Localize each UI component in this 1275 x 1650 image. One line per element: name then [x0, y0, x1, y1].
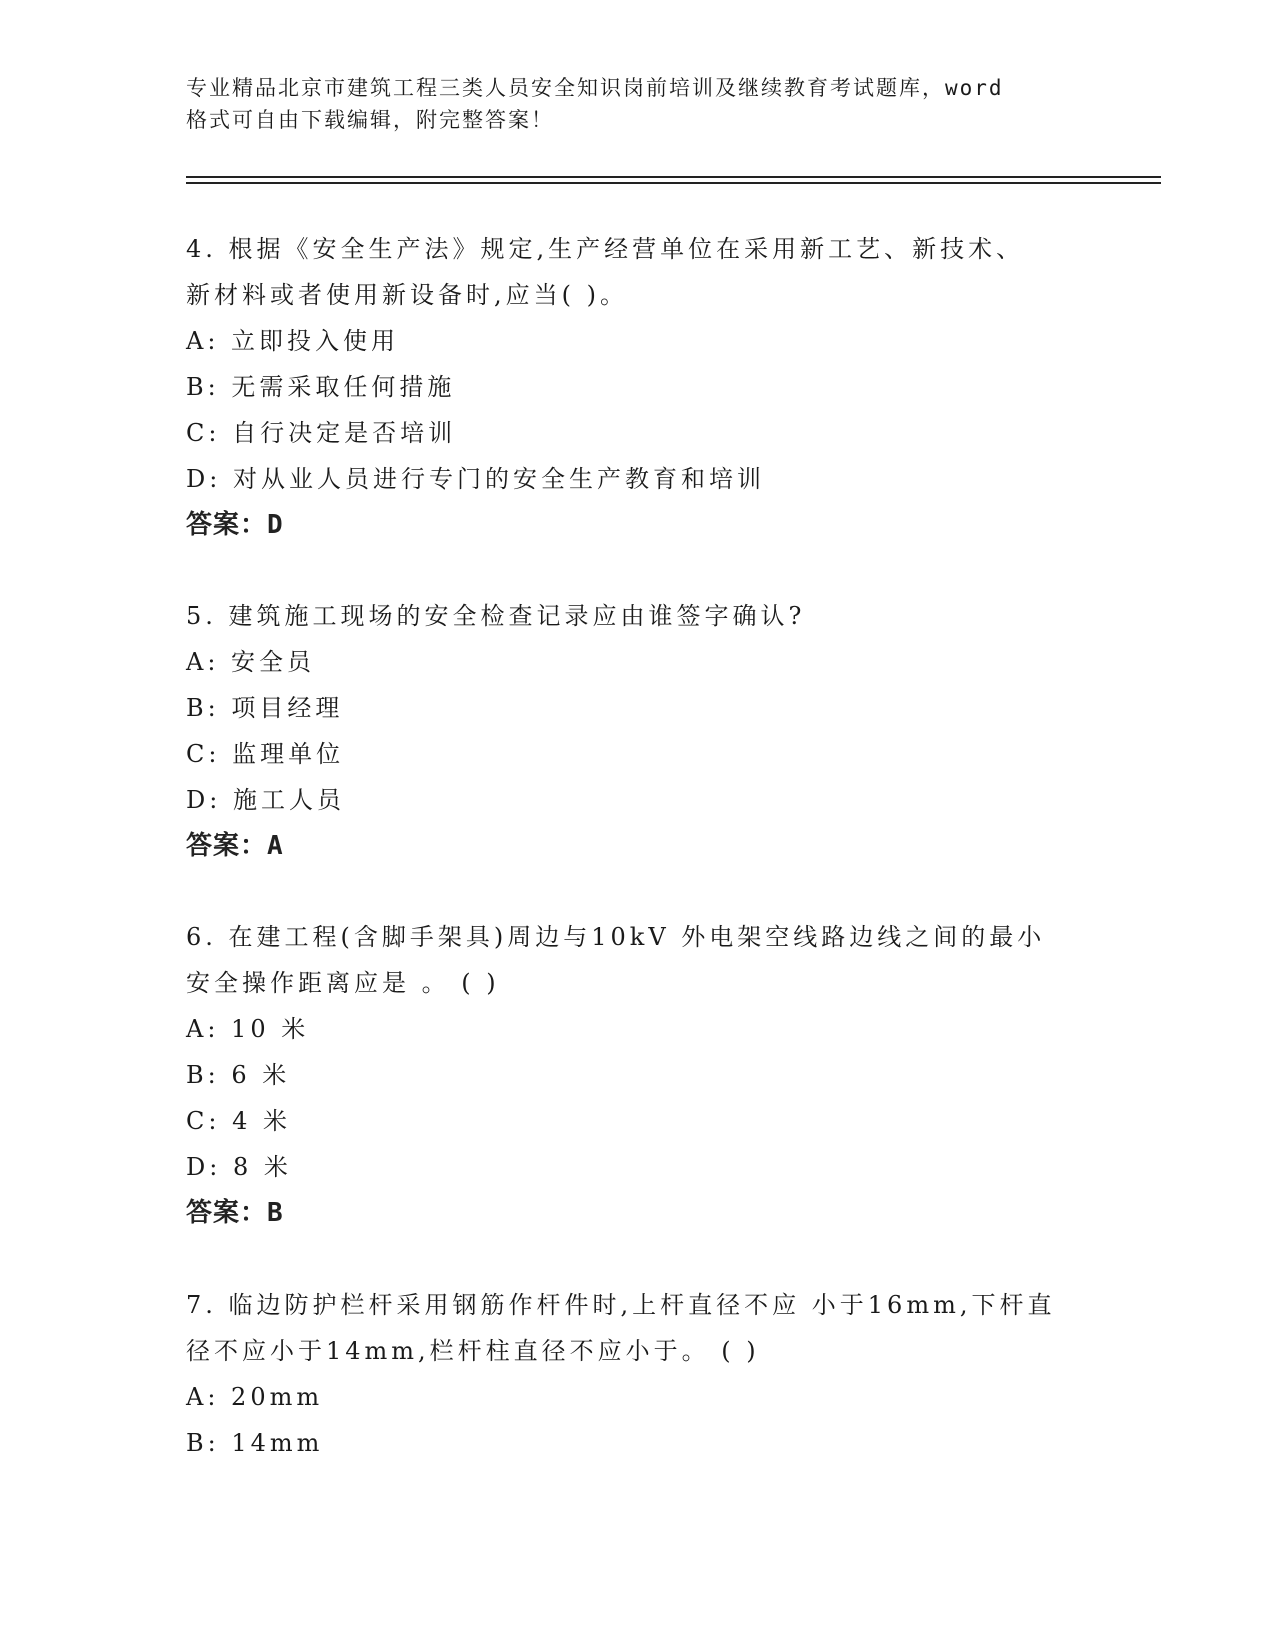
question-stem: 6. 在建工程(含脚手架具)周边与10kV 外电架空线路边线之间的最小: [186, 923, 1046, 951]
option-a: A: 10 米: [186, 1015, 310, 1043]
question-stem: 径不应小于14mm,栏杆柱直径不应小于。 ( ): [186, 1337, 760, 1365]
header-divider-top: [186, 176, 1161, 178]
question-5: [186, 593, 1086, 869]
question-7: [186, 1282, 1086, 1466]
option-d: D: 对从业人员进行专门的安全生产教育和培训: [186, 465, 765, 493]
question-stem: 5. 建筑施工现场的安全检查记录应由谁签字确认?: [186, 602, 806, 630]
option-d: D: 8 米: [186, 1153, 292, 1181]
question-stem: 4. 根据《安全生产法》规定,生产经营单位在采用新工艺、新技术、: [186, 235, 1025, 263]
option-d: D: 施工人员: [186, 786, 345, 814]
option-a: A: 安全员: [186, 648, 316, 676]
question-spacer: [186, 1236, 1086, 1282]
header-divider-bottom: [186, 182, 1161, 184]
option-b: B: 6 米: [186, 1061, 291, 1089]
option-b: B: 项目经理: [186, 694, 344, 722]
option-a: A: 20mm: [186, 1383, 324, 1411]
option-b: B: 无需采取任何措施: [186, 373, 456, 401]
option-c: C: 自行决定是否培训: [186, 419, 457, 447]
option-c: C: 4 米: [186, 1107, 291, 1135]
option-c: C: 监理单位: [186, 740, 345, 768]
question-spacer: [186, 548, 1086, 593]
question-stem: 7. 临边防护栏杆采用钢筋作杆件时,上杆直径不应 小于16mm,下杆直: [186, 1291, 1056, 1319]
question-spacer: [186, 869, 1086, 914]
option-a: A: 立即投入使用: [186, 327, 400, 355]
answer-label: 答案：B: [186, 1198, 284, 1228]
question-stem: 新材料或者使用新设备时,应当( )。: [186, 281, 628, 309]
question-6: [186, 914, 1086, 1236]
question-4: [186, 226, 1086, 548]
answer-label: 答案：D: [186, 510, 284, 540]
question-list: [186, 226, 1086, 1466]
question-stem: 安全操作距离应是 。 ( ): [186, 969, 500, 997]
header-line-1: 专业精品北京市建筑工程三类人员安全知识岗前培训及继续教育考试题库，word: [186, 76, 1004, 100]
option-b: B: 14mm: [186, 1429, 324, 1457]
header-line-2: 格式可自由下载编辑，附完整答案！: [186, 108, 554, 132]
document-header: [186, 72, 1086, 136]
answer-label: 答案：A: [186, 831, 284, 861]
